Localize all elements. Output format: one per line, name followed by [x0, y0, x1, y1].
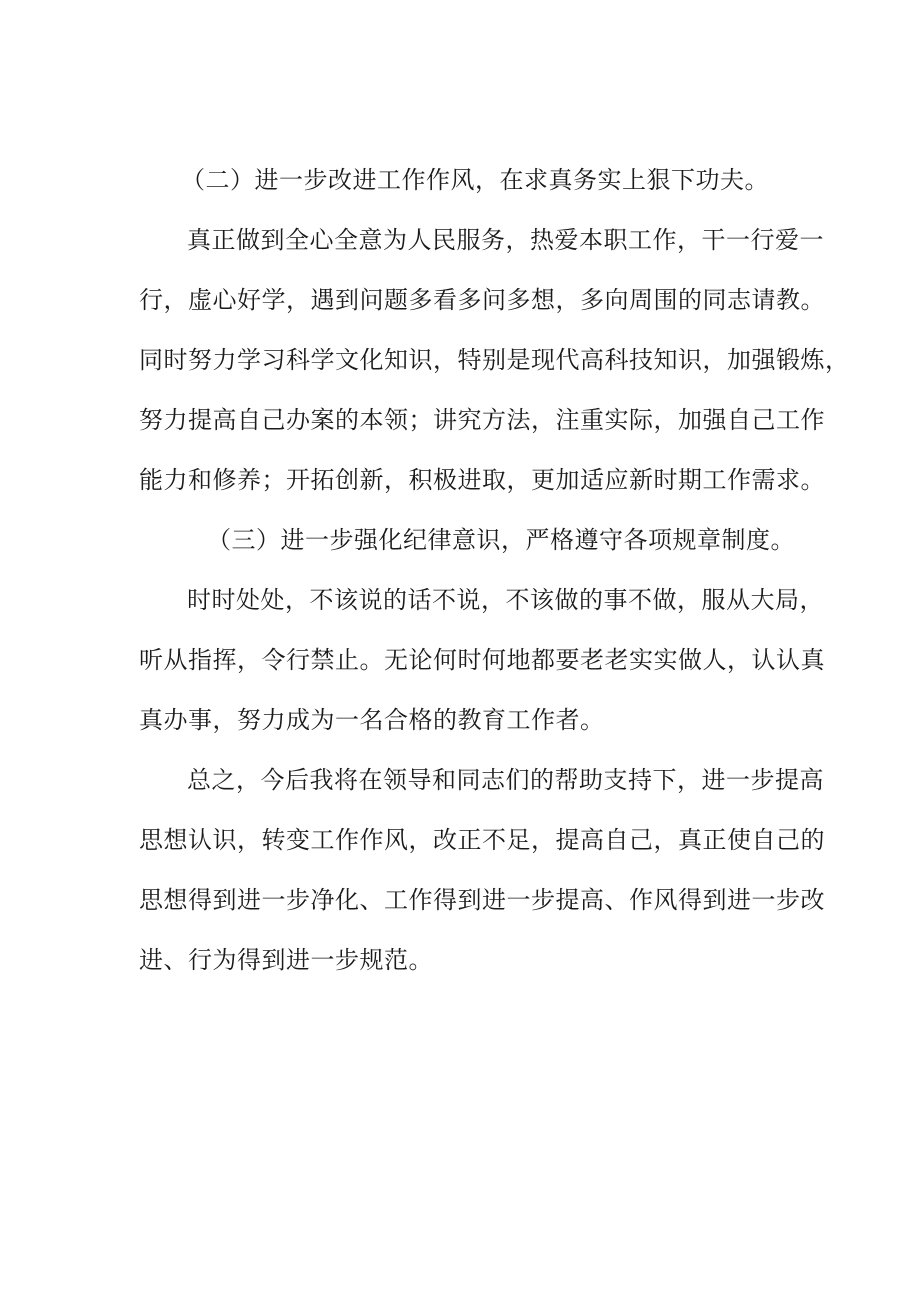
paragraph-line: 总之，今后我将在领导和同志们的帮助支持下，进一步提高	[187, 766, 824, 794]
section-heading-2: （二）进一步改进工作作风，在求真务实上狠下功夫。	[181, 166, 769, 194]
paragraph-line: 真办事，努力成为一名合格的教育工作者。	[139, 706, 605, 734]
section-heading-3: （三）进一步强化纪律意识，严格遵守各项规章制度。	[207, 526, 795, 554]
paragraph-line: 思想认识，转变工作作风，改正不足，提高自己，真正使自己的	[139, 826, 825, 854]
paragraph-line: 思想得到进一步净化、工作得到进一步提高、作风得到进一步改	[139, 886, 825, 914]
paragraph-line: 努力提高自己办案的本领；讲究方法，注重实际，加强自己工作	[139, 406, 825, 434]
paragraph-line: 真正做到全心全意为人民服务，热爱本职工作，干一行爱一	[187, 226, 824, 254]
paragraph-line: 进、行为得到进一步规范。	[139, 946, 433, 974]
paragraph-line: 听从指挥，令行禁止。无论何时何地都要老老实实做人，认认真	[139, 646, 825, 674]
paragraph-line: 时时处处，不该说的话不说，不该做的事不做，服从大局，	[187, 586, 824, 614]
paragraph-line: 同时努力学习科学文化知识，特别是现代高科技知识，加强锻炼，	[139, 346, 850, 374]
paragraph-line: 能力和修养；开拓创新，积极进取，更加适应新时期工作需求。	[139, 466, 825, 494]
paragraph-line: 行，虚心好学，遇到问题多看多问多想，多向周围的同志请教。	[139, 286, 825, 314]
document-body	[139, 150, 850, 990]
